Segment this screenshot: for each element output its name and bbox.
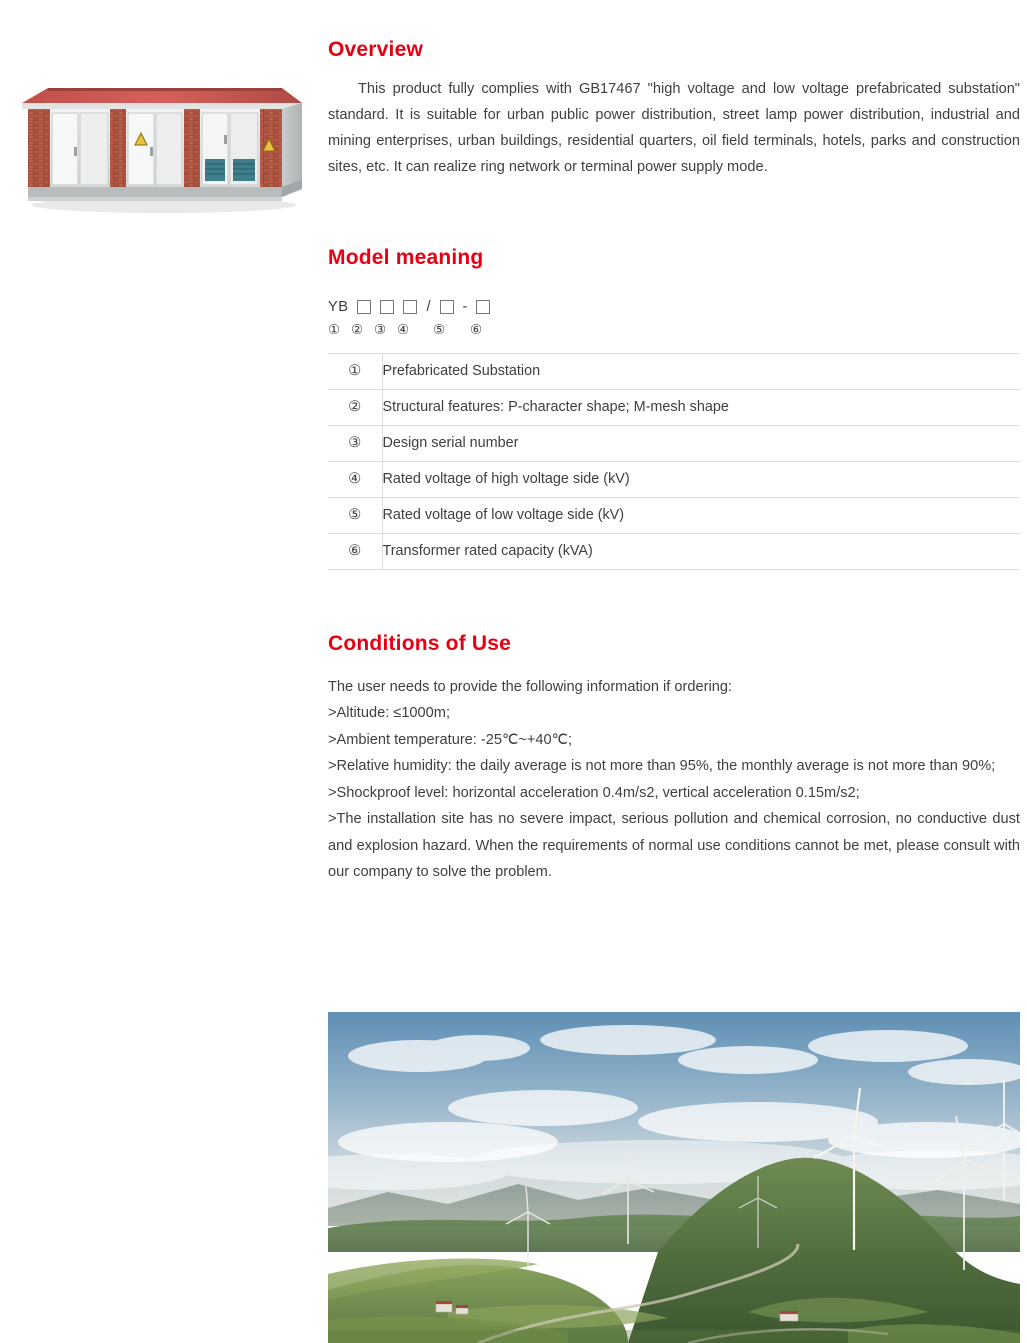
table-row [328, 353, 1020, 389]
row-description: Rated voltage of low voltage side (kV) [382, 497, 1020, 533]
condition-ambient-temperature: >Ambient temperature: -25℃~+40℃; [328, 731, 573, 748]
conditions-intro: The user needs to provide the following information if ordering: [328, 678, 732, 695]
condition-altitude: >Altitude: ≤1000m; [328, 705, 450, 721]
circled-number-2: ② [351, 322, 364, 337]
conditions-list [328, 674, 1020, 886]
row-description: Prefabricated Substation [382, 353, 1020, 389]
row-index: ② [328, 389, 382, 425]
row-description: Structural features: P-character shape; M-mesh shape [382, 389, 1020, 425]
table-row [328, 389, 1020, 425]
model-code-diagram [328, 297, 1020, 317]
row-description: Transformer rated capacity (kVA) [382, 533, 1020, 569]
row-description: Rated voltage of high voltage side (kV) [382, 461, 1020, 497]
table-row [328, 533, 1020, 569]
table-row [328, 461, 1020, 497]
row-description: Design serial number [382, 425, 1020, 461]
condition-relative-humidity: >Relative humidity: the daily average is not more than 95%, the monthly average is not more than 90%; [328, 758, 996, 774]
wind-farm-photo [328, 1012, 1020, 1343]
model-code-box-1 [357, 300, 371, 314]
row-index: ⑥ [328, 533, 382, 569]
circled-number-6: ⑥ [470, 322, 483, 337]
model-code-prefix: YB [328, 299, 349, 315]
model-meaning-table [328, 353, 1020, 570]
row-index: ④ [328, 461, 382, 497]
model-code-slash: / [426, 299, 431, 315]
table-row [328, 425, 1020, 461]
wind-farm-illustration [328, 1012, 1020, 1343]
row-index: ① [328, 353, 382, 389]
product-photo [14, 55, 302, 215]
condition-shockproof-level: >Shockproof level: horizontal acceleration 0.4m/s2, vertical acceleration 0.15m/s2; [328, 784, 860, 801]
model-code-box-6 [476, 300, 490, 314]
model-meaning-heading: Model meaning [328, 246, 484, 269]
overview-paragraph: This product fully complies with GB17467 "high voltage and low voltage prefabricated substation" standard. It is suitable for urban public power distribution, street lamp power distribution, industrial and mining enterprises, urban buildings, residential quarters, oil field terminals, hotels, parks and construction sites, etc. It can realize ring network or terminal power supply mode. [328, 81, 1020, 175]
model-code-box-2 [380, 300, 394, 314]
overview-heading: Overview [328, 38, 423, 61]
model-code-box-3 [403, 300, 417, 314]
content-column [328, 0, 1020, 886]
model-code-dash: - [462, 299, 468, 315]
conditions-of-use-heading: Conditions of Use [328, 631, 512, 655]
circled-number-3: ③ [374, 322, 387, 337]
row-index: ⑤ [328, 497, 382, 533]
row-index: ③ [328, 425, 382, 461]
circled-number-1: ① [328, 322, 341, 337]
table-row [328, 497, 1020, 533]
condition-installation-site: >The installation site has no severe impact, serious pollution and chemical corrosion, no conductive dust and explosion hazard. When the requirements of normal use conditions cannot be met, please consult with our company to solve the problem. [328, 811, 1020, 880]
circled-number-5: ⑤ [433, 322, 446, 337]
product-photo-illustration [14, 55, 302, 215]
model-code-legend-row [328, 323, 1020, 337]
circled-number-4: ④ [397, 322, 410, 337]
model-code-box-5 [440, 300, 454, 314]
